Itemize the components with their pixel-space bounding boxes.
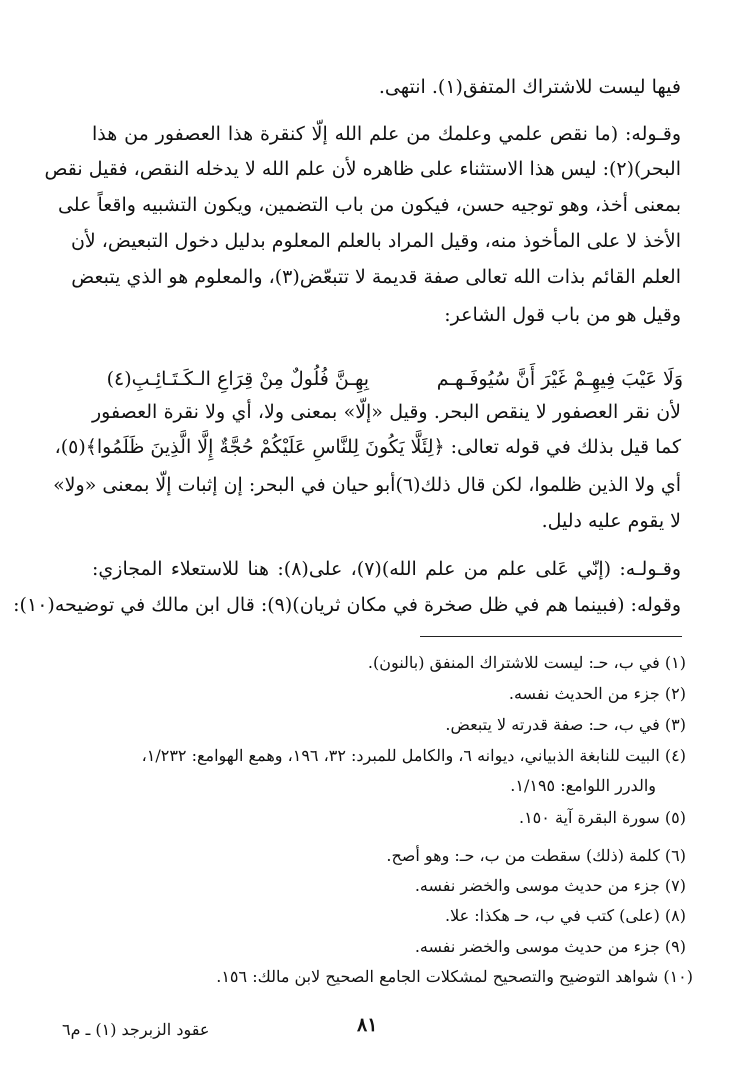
- body-line: وقيل هو من باب قول الشاعر:: [444, 304, 681, 326]
- footnote: (٢) جزء من الحديث نفسه.: [508, 684, 686, 703]
- body-line: وقوله: (فبينما هم في ظل صخرة في مكان ثريان)(٩): قال ابن مالك في توضيحه(١٠):: [13, 594, 681, 616]
- body-line: أي ولا الذين ظلموا، لكن قال ذلك(٦)أبو حيان في البحر: إن إثبات إلّا بمعنى «ولا»: [53, 474, 681, 496]
- body-line: فيها ليست للاشتراك المتفق(١). انتهى.: [378, 76, 681, 98]
- footnote: (٥) سورة البقرة آية ١٥٠.: [518, 808, 686, 827]
- body-line: البحر)(٢): ليس هذا الاستثناء على ظاهره لأن علم الله لا يدخله النقص، فقيل نقص: [44, 158, 681, 180]
- footnote: (١٠) شواهد التوضيح والتصحيح لمشكلات الجامع الصحيح لابن مالك: ١٥٦.: [216, 967, 693, 986]
- body-line: لا يقوم عليه دليل.: [541, 510, 681, 532]
- poem-hemistich-first: وَلَا عَيْبَ فِيهِـمْ غَيْرَ أَنَّ سُيُوفَـهـم: [436, 368, 683, 390]
- body-line: لأن نقر العصفور لا ينقص البحر. وقيل «إلّا» بمعنى ولا، أي ولا نقرة العصفور: [92, 401, 681, 423]
- footnote: (٨) (على) كتب في ب، حـ هكذا: علا.: [445, 906, 686, 925]
- body-line: كما قيل بذلك في قوله تعالى: ﴿لِئَلَّا يَكُونَ لِلنَّاسِ عَلَيْكُمْ حُجَّةٌ إِلَّا الَّذِينَ ظَلَمُوا﴾(٥)،: [54, 436, 681, 458]
- body-line: العلم القائم بذات الله تعالى صفة قديمة لا تتبعّض(٣)، والمعلوم هو الذي يتبعض: [71, 266, 681, 288]
- running-footer: عقود الزبرجد (١) ـ م٦: [62, 1020, 210, 1039]
- body-line: وقـوله: (ما نقص علمي وعلمك من علم الله إلّا كنقرة هذا العصفور من هذا: [92, 123, 681, 145]
- body-line: وقـولـه: (إنّي عَلى علم من علم الله)(٧)، على(٨): هنا للاستعلاء المجازي:: [92, 558, 681, 580]
- footnote-continuation: والدرر اللوامع: ١/١٩٥.: [510, 776, 656, 795]
- footnote: (٦) كلمة (ذلك) سقطت من ب، حـ: وهو أصح.: [386, 846, 686, 865]
- footnote: (٤) البيت للنابغة الذبياني، ديوانه ٦، والكامل للمبرد: ٣٢، ١٩٦، وهمع الهوامع: ١/٢٣٢،: [141, 746, 686, 765]
- footnote-separator: [420, 636, 682, 637]
- footnote: (٩) جزء من حديث موسى والخضر نفسه.: [414, 937, 686, 956]
- body-line: بمعنى أخذ، وهو توجيه حسن، فيكون من باب التضمين، ويكون التشبيه واقعاً على: [57, 194, 681, 216]
- poem-hemistich-second: بِهِـنَّ فُلُولٌ مِنْ قِرَاعِ الـكَـتَـائِـبِ(٤): [106, 368, 369, 390]
- page-number: ٨١: [357, 1014, 378, 1036]
- footnote: (٣) في ب، حـ: صفة قدرته لا يتبعض.: [445, 715, 686, 734]
- footnote: (٧) جزء من حديث موسى والخضر نفسه.: [414, 876, 686, 895]
- body-line: الأخذ لا على المأخوذ منه، وقيل المراد بالعلم المعلوم بدليل دخول التبعيض، لأن: [70, 230, 681, 252]
- footnote: (١) في ب، حـ: ليست للاشتراك المنفق (بالنون).: [367, 653, 686, 672]
